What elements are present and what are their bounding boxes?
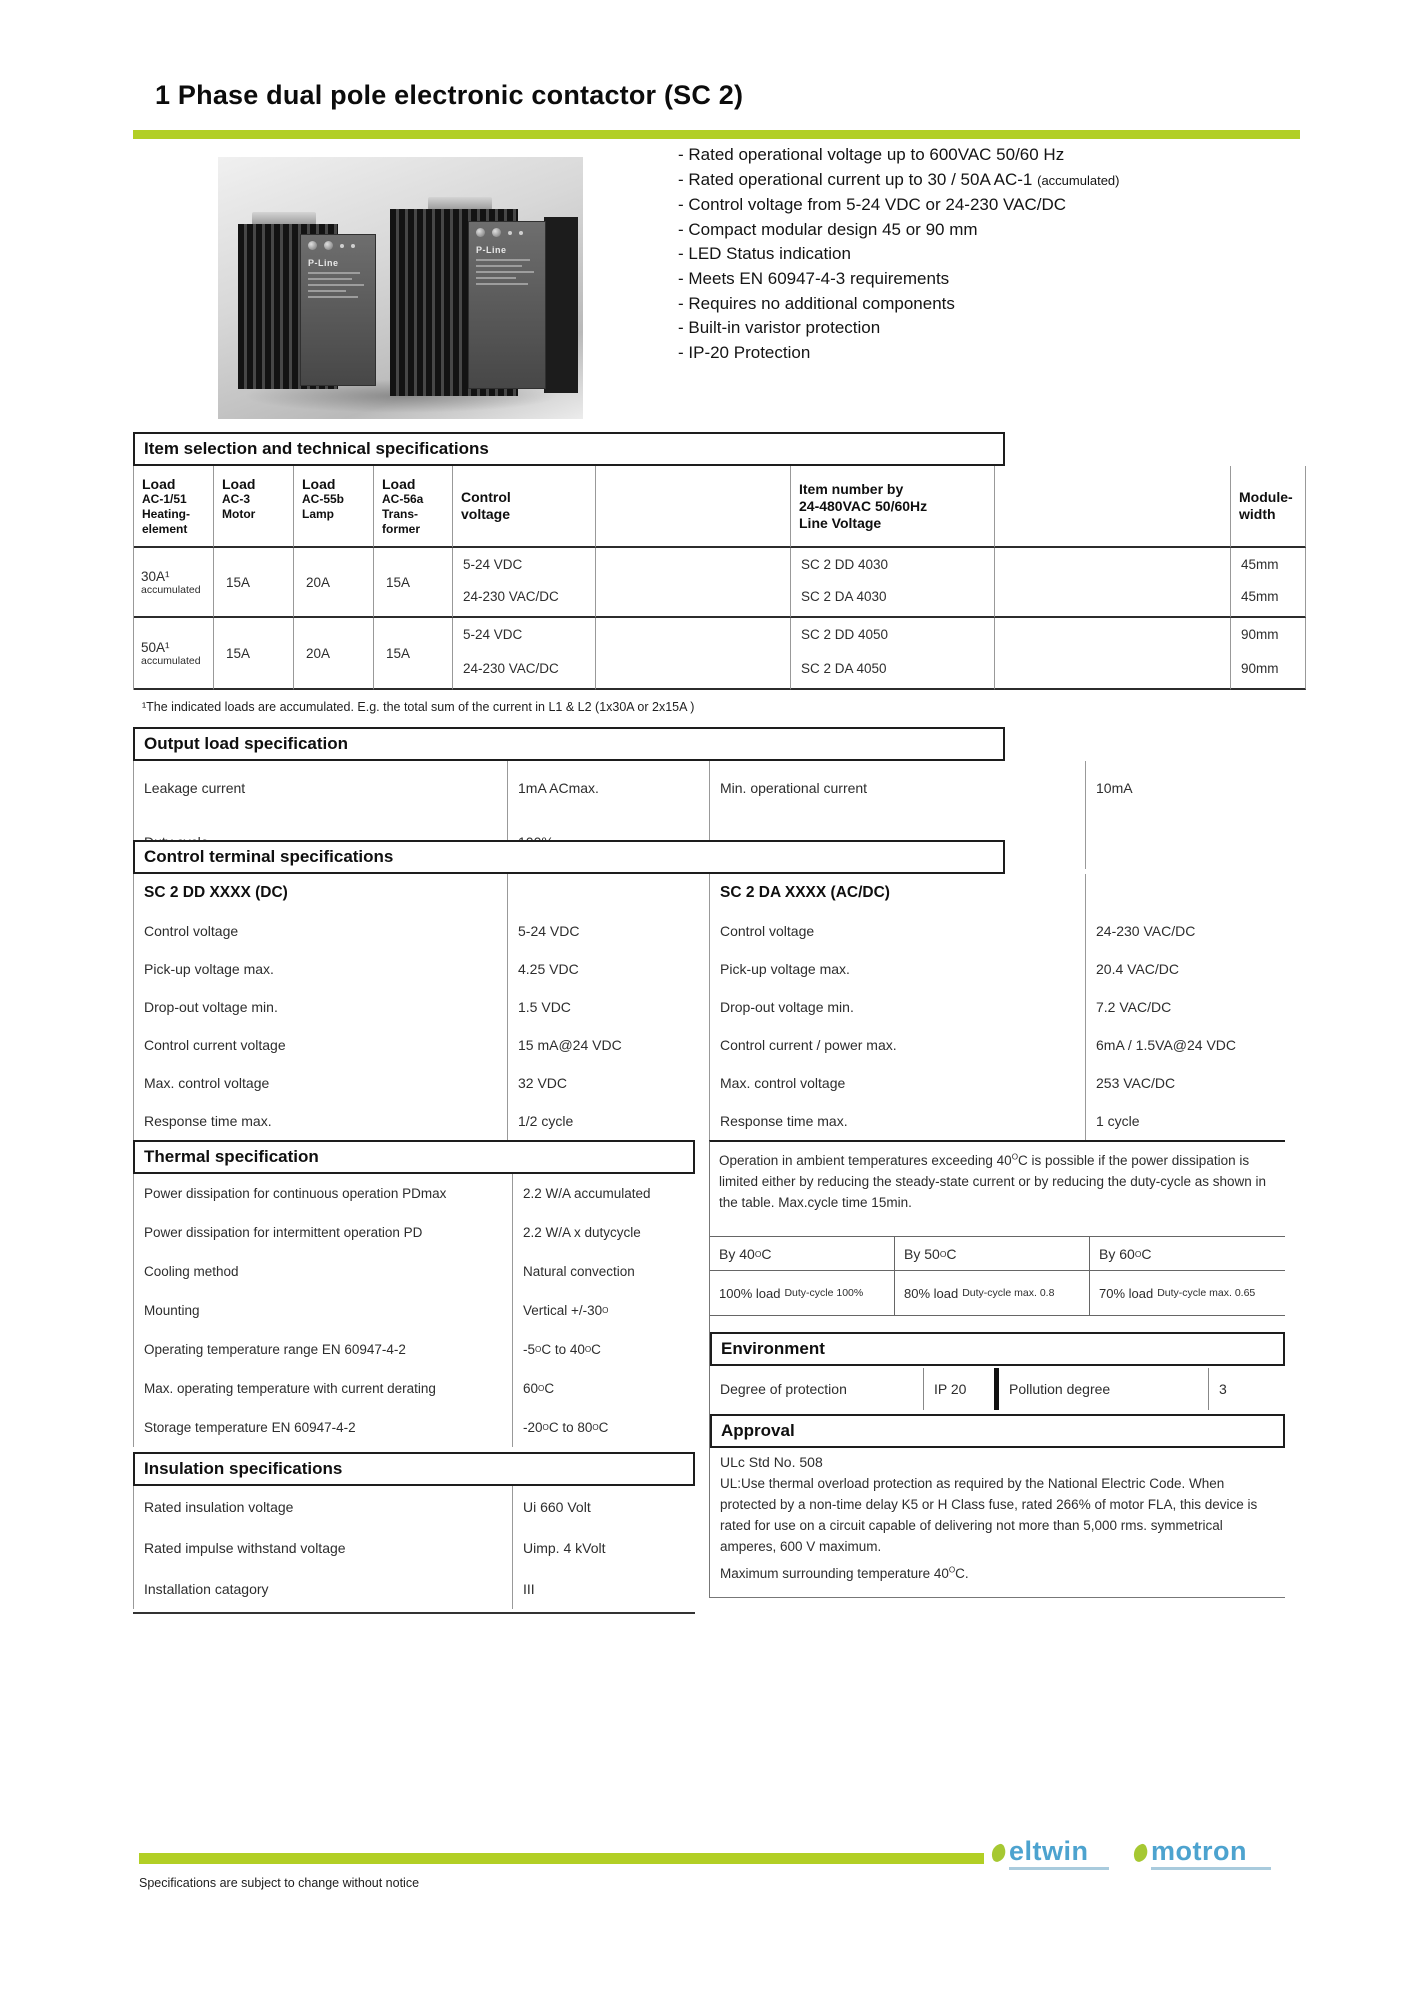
thermal-note: Operation in ambient temperatures exceeding $40^OC$ is possible if the power dissipation is limited either by reducing the steady-state current or by reducing the duty-cycle as shown in the table. Max.cycle time 15min. (719, 1152, 1267, 1210)
item-width-cell: 45mm 45mm (1231, 548, 1306, 618)
spec-label: Control current / power max. (710, 1026, 1086, 1064)
section-title: Thermal specification (144, 1147, 319, 1166)
item-column-header (596, 466, 791, 548)
item-empty-cell (596, 618, 791, 690)
spec-label: Response time max. (134, 1102, 508, 1140)
header-line: voltage (461, 506, 511, 522)
section-title: Approval (721, 1421, 795, 1440)
terminal-screws (476, 228, 545, 237)
feature-item: - Requires no additional components (678, 293, 955, 313)
item-column-header (374, 466, 453, 548)
motron-logo (1133, 1838, 1271, 1870)
environment-table (710, 1368, 1285, 1410)
spec-label: Pick-up voltage max. (710, 950, 1086, 988)
thermal-table (133, 1174, 696, 1447)
spec-label: Rated insulation voltage (134, 1486, 513, 1527)
logo-name: eltwin (1009, 1836, 1089, 1866)
spec-value: 1 cycle (1096, 1113, 1140, 1129)
spec-value: -20 O C to 80 O C (523, 1420, 609, 1435)
section-title: Control terminal specifications (144, 847, 394, 866)
item-cell: 15A (374, 618, 453, 690)
derating-value: 70% load Duty-cycle max. 0.65 (1099, 1285, 1256, 1301)
feature-item: - Rated operational current up to 30 / 50A AC-1 (accumulated) (678, 169, 1120, 189)
spec-value: 6mA / 1.5VA@24 VDC (1096, 1037, 1237, 1053)
control-subtable-header (508, 874, 710, 912)
spec-value: 20.4 VAC/DC (1096, 961, 1179, 977)
spec-label: Power dissipation for intermittent operation PD (134, 1213, 513, 1252)
header-line: AC-3 (222, 492, 251, 506)
item-table (133, 466, 1306, 690)
spec-label: Max. operating temperature with current derating (134, 1369, 513, 1408)
spec-value: 24-230 VAC/DC (1096, 923, 1196, 939)
motron-tagline (1151, 1867, 1271, 1870)
label-print-line (476, 277, 516, 279)
label-print-line (476, 259, 530, 261)
heatsink-slab (544, 217, 578, 393)
accent-bar-footer (139, 1853, 984, 1864)
item-cell: 15A (214, 618, 294, 690)
item-number-cell: SC 2 DD 4030 SC 2 DA 4030 (791, 548, 995, 618)
header-line: Control (461, 489, 511, 505)
spec-value: 60 O C (523, 1381, 555, 1396)
section-title: Environment (721, 1339, 825, 1358)
item-empty-cell (995, 548, 1231, 618)
item-column-header (294, 466, 374, 548)
spec-label: Cooling method (134, 1252, 513, 1291)
item-column-header (453, 466, 596, 548)
section-title: Item selection and technical specifications (144, 439, 489, 458)
label-print-line (308, 284, 364, 286)
label-print-line (476, 265, 522, 267)
label-print-line (476, 271, 534, 273)
header-line: width (1239, 506, 1276, 522)
spec-value: -5 O C to 40 O C (523, 1342, 601, 1357)
derating-header: By 40 O C (710, 1237, 895, 1271)
section-title: Output load specification (144, 734, 349, 753)
output-load-cell: Leakage current (134, 761, 508, 815)
spec-value: Natural convection (523, 1264, 635, 1279)
spec-value: 4.25 VDC (508, 950, 710, 988)
approval-text (720, 1454, 1276, 1581)
item-column-header (1231, 466, 1306, 548)
spec-value: 2.2 W/A x dutycycle (523, 1225, 641, 1240)
spec-label: Response time max. (710, 1102, 1086, 1140)
spec-label: Mounting (134, 1291, 513, 1330)
contactor-module-45mm (238, 212, 398, 392)
spec-label: Operating temperature range EN 60947-4-2 (134, 1330, 513, 1369)
derating-value: 100% load Duty-cycle 100% (710, 1271, 895, 1315)
header-line: Load (142, 476, 176, 492)
spec-label: Control voltage (710, 912, 1086, 950)
output-load-cell (1086, 815, 1306, 869)
footer-disclaimer: Specifications are subject to change without notice (139, 1876, 420, 1890)
label-print-line (476, 283, 528, 285)
features-list (678, 143, 1119, 365)
spec-label: Degree of protection (710, 1368, 924, 1410)
terminal-screws (308, 241, 375, 250)
page-title: 1 Phase dual pole electronic contactor (SC 2) (155, 80, 744, 110)
spec-value: 7.2 VAC/DC (1096, 999, 1172, 1015)
item-load-cell: 30A¹ accumulated (134, 548, 214, 618)
section-control-terminal (133, 840, 1005, 874)
accent-bar-top (133, 130, 1300, 139)
output-load-cell: Min. operational current (710, 761, 1086, 815)
section-thermal (133, 1140, 695, 1174)
leaf-icon (1131, 1843, 1151, 1863)
header-line: Load (222, 476, 256, 492)
derating-header: By 60 O C (1090, 1237, 1285, 1271)
screw-icon (324, 241, 333, 250)
header-line: element (142, 522, 188, 536)
item-cell: 15A (374, 548, 453, 618)
header-line: AC-56a (382, 492, 424, 506)
label-print-line (308, 272, 360, 274)
item-table-footnote: ¹The indicated loads are accumulated. E.g. the total sum of the current in L1 & L2 (1x30A or 2x15A ) (142, 700, 695, 714)
spec-label: Pick-up voltage max. (134, 950, 508, 988)
header-line: 24-480VAC 50/60Hz (799, 497, 928, 514)
control-subtable-header: SC 2 DA XXXX (AC/DC) (710, 874, 1086, 912)
header-line: Module- (1239, 489, 1293, 505)
derating-header: By 50 O C (895, 1237, 1090, 1271)
item-load-cell: 50A¹ accumulated (134, 618, 214, 690)
item-empty-cell (596, 548, 791, 618)
item-control-voltage-cell: 5-24 VDC 24-230 VAC/DC (453, 618, 596, 690)
status-led-icon (508, 231, 512, 235)
section-item-selection (133, 432, 1005, 466)
feature-item: - IP-20 Protection (678, 342, 811, 362)
label-print-line (308, 296, 358, 298)
leaf-icon (989, 1843, 1009, 1863)
section-insulation (133, 1452, 695, 1486)
section-environment (710, 1332, 1285, 1366)
item-control-voltage-cell: 5-24 VDC 24-230 VAC/DC (453, 548, 596, 618)
spec-value: III (523, 1580, 535, 1597)
logo-name: motron (1151, 1836, 1247, 1866)
header-line: Motor (222, 507, 256, 521)
control-subtable-header (1086, 874, 1306, 912)
item-cell: 20A (294, 548, 374, 618)
header-line: Load (302, 476, 336, 492)
spec-value: 1/2 cycle (508, 1102, 710, 1140)
item-column-header (995, 466, 1231, 548)
header-line: Lamp (302, 507, 335, 521)
output-load-cell: 1mA ACmax. (508, 761, 710, 815)
spec-value: IP 20 (924, 1368, 999, 1410)
module-label: P-Line (308, 258, 339, 268)
header-line: AC-55b (302, 492, 345, 506)
label-print-line (308, 290, 346, 292)
insulation-table (133, 1486, 696, 1609)
spec-value: 5-24 VDC (508, 912, 710, 950)
screw-icon (492, 228, 501, 237)
item-column-header (214, 466, 294, 548)
approval-paragraph: UL:Use thermal overload protection as required by the National Electric Code. When protected by a non-time delay K5 or H Class fuse, rated 266% of motor FLA, this device is rated for use on a circuit capable of delivering not more than 5,000 rms. symmetrical amperes, 600 V maximum. (720, 1476, 1258, 1554)
spec-value: Uimp. 4 kVolt (523, 1539, 606, 1556)
spec-label: Drop-out voltage min. (710, 988, 1086, 1026)
section-output-load (133, 727, 1005, 761)
feature-item: - Compact modular design 45 or 90 mm (678, 219, 978, 239)
derating-table (710, 1236, 1285, 1316)
spec-label: Installation catagory (134, 1568, 513, 1609)
spec-label: Pollution degree (999, 1368, 1209, 1410)
output-load-cell: 10mA (1096, 780, 1133, 796)
screw-icon (476, 228, 485, 237)
derating-value: 80% load Duty-cycle max. 0.8 (895, 1271, 1090, 1315)
status-led-icon (519, 231, 523, 235)
feature-item: - Built-in varistor protection (678, 318, 881, 338)
spec-value: 32 VDC (508, 1064, 710, 1102)
spec-label: Power dissipation for continuous operation PDmax (134, 1174, 513, 1213)
feature-item: - Rated operational voltage up to 600VAC 50/60 Hz (678, 145, 1065, 164)
module-label: P-Line (476, 245, 507, 255)
spec-value: Ui 660 Volt (523, 1498, 591, 1515)
header-line: Trans- (382, 507, 419, 521)
spec-label: Control voltage (134, 912, 508, 950)
spec-value: 3 (1219, 1381, 1227, 1397)
spec-value: 15 mA@24 VDC (508, 1026, 710, 1064)
footer-logos (991, 1838, 1271, 1870)
item-cell: 20A (294, 618, 374, 690)
header-line: Load (382, 476, 416, 492)
spec-value: 253 VAC/DC (1096, 1075, 1176, 1091)
header-line: former (382, 522, 421, 536)
approval-standard: ULc Std No. 508 (720, 1454, 823, 1470)
spec-label: Control current voltage (134, 1026, 508, 1064)
header-line: Line Voltage (799, 514, 882, 531)
spec-label: Drop-out voltage min. (134, 988, 508, 1026)
spec-value: 1.5 VDC (508, 988, 710, 1026)
spec-label: Max. control voltage (710, 1064, 1086, 1102)
item-cell: 15A (214, 548, 294, 618)
spec-value: 2.2 W/A accumulated (523, 1186, 651, 1201)
item-width-cell: 90mm 90mm (1231, 618, 1306, 690)
spec-label: Storage temperature EN 60947-4-2 (134, 1408, 513, 1447)
section-approval (710, 1414, 1285, 1448)
feature-item: - LED Status indication (678, 244, 851, 264)
feature-item: - Control voltage from 5-24 VDC or 24-230 VAC/DC (678, 195, 1067, 215)
control-subtable-header: SC 2 DD XXXX (DC) (134, 874, 508, 912)
item-column-header (791, 466, 995, 548)
header-line: AC-1/51 (142, 492, 187, 506)
spec-value: Vertical +/-30 O (523, 1303, 609, 1318)
product-photo (218, 157, 583, 419)
feature-item: - Meets EN 60947-4-3 requirements (678, 268, 950, 288)
item-number-cell: SC 2 DD 4050 SC 2 DA 4050 (791, 618, 995, 690)
thermal-environment-approval-panel (709, 1140, 1285, 1598)
eltwin-logo (991, 1838, 1109, 1870)
section-title: Insulation specifications (144, 1459, 343, 1478)
module-front-panel (468, 221, 546, 389)
item-column-header (134, 466, 214, 548)
spec-label: Max. control voltage (134, 1064, 508, 1102)
module-front-panel (300, 234, 376, 386)
contactor-module-90mm (390, 197, 580, 399)
label-print-line (308, 278, 352, 280)
header-line: Item number by (799, 480, 904, 497)
approval-max-temp: Maximum surrounding temperature $40^OC$. (720, 1565, 969, 1581)
status-led-icon (340, 244, 344, 248)
spec-label: Rated impulse withstand voltage (134, 1527, 513, 1568)
eltwin-tagline (1009, 1867, 1109, 1870)
insulation-bottom-rule (133, 1612, 695, 1614)
item-empty-cell (995, 618, 1231, 690)
screw-icon (308, 241, 317, 250)
status-led-icon (351, 244, 355, 248)
header-line: Heating- (142, 507, 190, 521)
control-terminal-table (133, 874, 1306, 1140)
